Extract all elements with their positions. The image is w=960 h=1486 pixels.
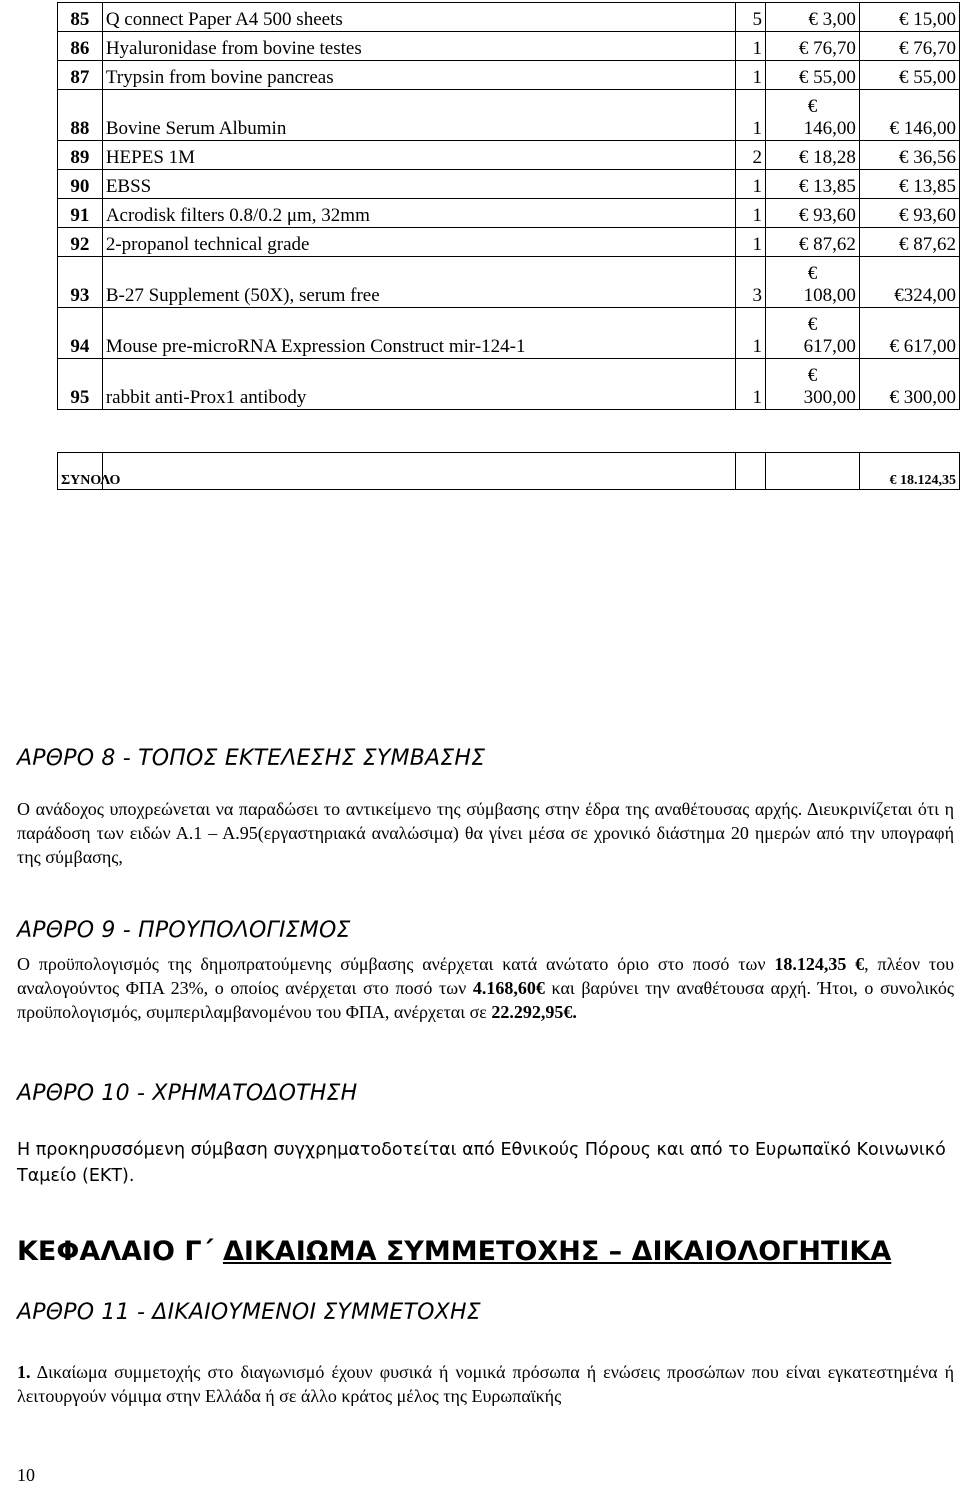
article-11-heading: ΑΡΘΡΟ 11 - ΔΙΚΑΙΟΥΜΕΝΟΙ ΣΥΜΜΕΤΟΧΗΣ — [17, 1300, 481, 1325]
item-unit-price: € 76,70 — [766, 32, 860, 61]
items-table — [57, 2, 960, 410]
item-description: Q connect Paper A4 500 sheets — [102, 3, 735, 32]
item-total: € 36,56 — [859, 141, 959, 170]
item-number: 89 — [58, 141, 103, 170]
item-unit-price — [766, 359, 860, 410]
table-row — [58, 199, 960, 228]
article-8-heading: ΑΡΘΡΟ 8 - ΤΟΠΟΣ ΕΚΤΕΛΕΣΗΣ ΣΥΜΒΑΣΗΣ — [17, 746, 486, 771]
item-description: Mouse pre-microRNA Expression Construct mir-124-1 — [102, 308, 735, 359]
currency-symbol: € — [807, 96, 818, 117]
summary-label: ΣΥΝΟΛΟ — [58, 453, 103, 490]
summary-total: € 18.124,35 — [859, 453, 959, 490]
item-total: € 300,00 — [859, 359, 959, 410]
item-unit-price-value: 300,00 — [803, 387, 856, 408]
item-number: 90 — [58, 170, 103, 199]
item-unit-price: € 13,85 — [766, 170, 860, 199]
article-9-text: Ο προϋπολογισμός της δημοπρατούμενης σύμβασης ανέρχεται κατά ανώτατο όριο στο ποσό των 18.124,35 €, πλέον του αναλογούντος ΦΠΑ 23%, ο οποίος ανέρχεται στο ποσό των 4.168,60€ και βαρύνει την αναθέτουσα αρχή. Ήτοι, ο συνολικός προϋπολογισμός, συμπεριλαμβανομένου του ΦΠΑ, ανέρχεται σε 22.292,95€. — [17, 954, 954, 1022]
item-description: rabbit anti-Prox1 antibody — [102, 359, 735, 410]
currency-symbol: € — [807, 263, 818, 284]
item-description: B-27 Supplement (50X), serum free — [102, 257, 735, 308]
item-number: 95 — [58, 359, 103, 410]
item-description: Acrodisk filters 0.8/0.2 μm, 32mm — [102, 199, 735, 228]
item-description: Trypsin from bovine pancreas — [102, 61, 735, 90]
page-number: 10 — [17, 1465, 35, 1485]
item-quantity: 3 — [735, 257, 765, 308]
item-total: € 146,00 — [859, 90, 959, 141]
item-description: HEPES 1M — [102, 141, 735, 170]
item-number: 87 — [58, 61, 103, 90]
item-unit-price-value: 108,00 — [803, 285, 856, 306]
item-unit-price-value: 146,00 — [803, 118, 856, 139]
item-unit-price: € 87,62 — [766, 228, 860, 257]
item-quantity: 1 — [735, 90, 765, 141]
item-number: 91 — [58, 199, 103, 228]
item-unit-price: € 18,28 — [766, 141, 860, 170]
currency-symbol: € — [807, 314, 818, 335]
item-quantity: 1 — [735, 359, 765, 410]
item-number: 92 — [58, 228, 103, 257]
table-row — [58, 32, 960, 61]
item-unit-price — [766, 257, 860, 308]
item-unit-price-value: 617,00 — [803, 336, 856, 357]
item-total: € 55,00 — [859, 61, 959, 90]
item-total: € 76,70 — [859, 32, 959, 61]
item-quantity: 1 — [735, 228, 765, 257]
summary-row — [58, 453, 960, 490]
article-9-heading: ΑΡΘΡΟ 9 - ΠΡΟΥΠΟΛΟΓΙΣΜΟΣ — [17, 918, 351, 943]
item-quantity: 1 — [735, 170, 765, 199]
item-number: 85 — [58, 3, 103, 32]
item-description: Hyaluronidase from bovine testes — [102, 32, 735, 61]
table-row — [58, 359, 960, 410]
item-quantity: 1 — [735, 32, 765, 61]
item-quantity: 1 — [735, 308, 765, 359]
item-description: EBSS — [102, 170, 735, 199]
item-number: 86 — [58, 32, 103, 61]
article-10-text: Η προκηρυσσόμενη σύμβαση συγχρηματοδοτείται από Εθνικούς Πόρους και από το Ευρωπαϊκό Κοινωνικό Ταμείο (ΕΚΤ). — [17, 1140, 946, 1186]
item-quantity: 2 — [735, 141, 765, 170]
item-total: € 617,00 — [859, 308, 959, 359]
article-10-heading: ΑΡΘΡΟ 10 - ΧΡΗΜΑΤΟΔΟΤΗΣΗ — [17, 1081, 358, 1106]
table-row — [58, 170, 960, 199]
item-quantity: 5 — [735, 3, 765, 32]
item-unit-price: € 3,00 — [766, 3, 860, 32]
item-total: € 15,00 — [859, 3, 959, 32]
item-unit-price — [766, 308, 860, 359]
item-quantity: 1 — [735, 199, 765, 228]
table-row — [58, 141, 960, 170]
item-total: € 93,60 — [859, 199, 959, 228]
table-row — [58, 3, 960, 32]
item-number: 93 — [58, 257, 103, 308]
chapter-heading: ΚΕΦΑΛΑΙΟ Γ΄ ΔΙΚΑΙΩΜΑ ΣΥΜΜΕΤΟΧΗΣ – ΔΙΚΑΙΟΛΟΓΗΤΙΚΑ — [17, 1236, 892, 1267]
table-row — [58, 228, 960, 257]
item-unit-price: € 55,00 — [766, 61, 860, 90]
item-number: 88 — [58, 90, 103, 141]
item-total: € 13,85 — [859, 170, 959, 199]
item-total: €324,00 — [859, 257, 959, 308]
item-unit-price: € 93,60 — [766, 199, 860, 228]
item-total: € 87,62 — [859, 228, 959, 257]
summary-table — [57, 452, 960, 490]
item-quantity: 1 — [735, 61, 765, 90]
item-description: 2-propanol technical grade — [102, 228, 735, 257]
item-unit-price — [766, 90, 860, 141]
article-8-text: Ο ανάδοχος υποχρεώνεται να παραδώσει το αντικείμενο της σύμβασης στην έδρα της αναθέτουσας αρχής. Διευκρινίζεται ότι η παράδοση των ειδών Α.1 – Α.95(εργαστηριακά αναλώσιμα) θα γίνει μέσα σε χρονικό διάστημα 20 ημερών από την υπογραφή της σύμβασης, — [17, 799, 954, 867]
article-11-text: 1. Δικαίωμα συμμετοχής στο διαγωνισμό έχουν φυσικά ή νομικά πρόσωπα ή ενώσεις προσώπων που είναι εγκατεστημένα ή λειτουργούν νόμιμα στην Ελλάδα ή σε άλλο κράτος μέλος της Ευρωπαϊκής — [17, 1362, 954, 1406]
item-number: 94 — [58, 308, 103, 359]
item-description: Bovine Serum Albumin — [102, 90, 735, 141]
table-row — [58, 61, 960, 90]
currency-symbol: € — [807, 365, 818, 386]
table-row — [58, 257, 960, 308]
table-row — [58, 308, 960, 359]
table-row — [58, 90, 960, 141]
